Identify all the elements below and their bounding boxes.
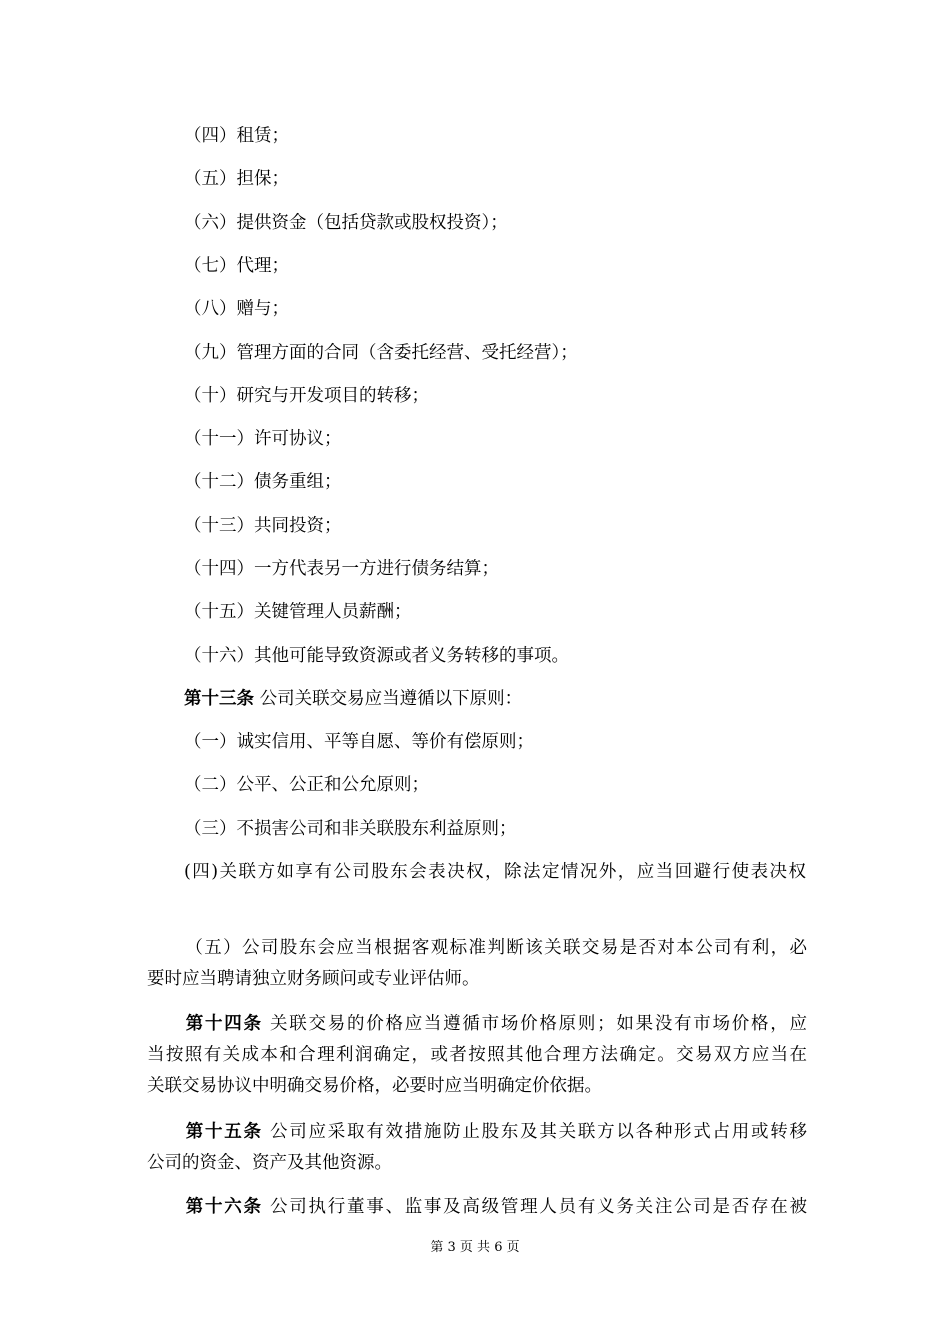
list-item: （三）不损害公司和非关联股东利益原则；	[184, 819, 517, 839]
list-item: （十六）其他可能导致资源或者义务转移的事项。	[184, 646, 569, 666]
list-item: （五）担保；	[184, 169, 289, 189]
article-title: 第十六条	[184, 1197, 263, 1217]
article-text: 公司关联交易应当遵循以下原则：	[259, 689, 523, 709]
list-item: （七）代理；	[184, 256, 289, 276]
list-item: （六）提供资金（包括贷款或股权投资）；	[184, 213, 508, 233]
article-16: 第十六条 公司执行董事、监事及高级管理人员有义务关注公司是否存在被	[184, 1197, 807, 1217]
list-item: （十二）债务重组；	[184, 472, 342, 492]
list-item: （十五）关键管理人员薪酬；	[184, 602, 412, 622]
list-item: （四）租赁；	[184, 126, 289, 146]
list-item: （十）研究与开发项目的转移；	[184, 386, 429, 406]
article-title: 第十五条	[184, 1122, 263, 1142]
list-item: （二）公平、公正和公允原则；	[184, 775, 429, 795]
list-item: （九）管理方面的合同（含委托经营、受托经营）；	[184, 343, 578, 363]
article-15: 第十五条 公司应采取有效措施防止股东及其关联方以各种形式占用或转移 公司的资金、资产及其他资源。	[147, 1122, 807, 1173]
list-item: （八）赠与；	[184, 299, 289, 319]
list-item: (四)关联方如享有公司股东会表决权，除法定情况外，应当回避行使表决权	[184, 862, 806, 882]
page-footer: 第 3 页 共 6 页	[430, 1240, 520, 1255]
article-14: 第十四条 关联交易的价格应当遵循市场价格原则；如果没有市场价格，应 当按照有关成本和合理利润确定，或者按照其他合理方法确定。交易双方应当在 关联交易协议中明确交易价格，必要时应当明确定价依据。	[147, 1014, 807, 1096]
article-13-item-5: （五）公司股东会应当根据客观标准判断该关联交易是否对本公司有利，必 要时应当聘请独立财务顾问或专业评估师。	[147, 938, 807, 989]
list-item: （十一）许可协议；	[184, 429, 342, 449]
list-item: （十三）共同投资；	[184, 516, 342, 536]
article-13	[184, 687, 804, 711]
list-item: （十四）一方代表另一方进行债务结算；	[184, 559, 499, 579]
list-item: （一）诚实信用、平等自愿、等价有偿原则；	[184, 732, 534, 752]
article-title: 第十三条	[184, 689, 254, 709]
article-title: 第十四条	[184, 1014, 263, 1034]
